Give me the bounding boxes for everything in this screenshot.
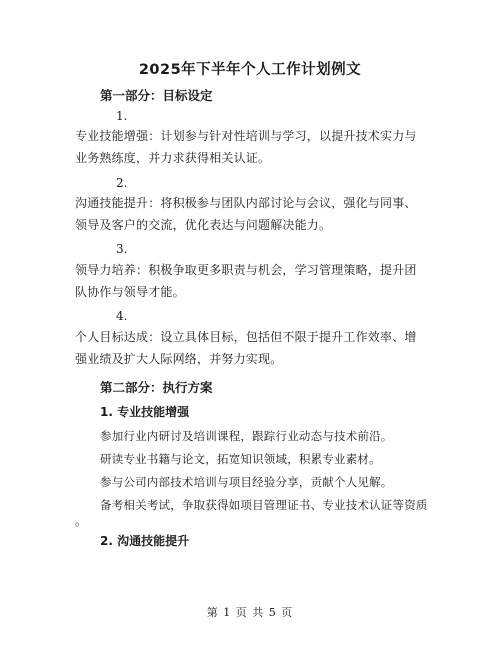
plan-line-2: 研读专业书籍与论文，拓宽知识领域，积累专业素材。 — [100, 452, 381, 466]
subsection-heading-1: 1. 专业技能增强 — [100, 405, 190, 419]
part1-heading: 第一部分：目标设定 — [100, 88, 213, 103]
document-title: 2025年下半年个人工作计划例文 — [138, 62, 362, 78]
goal-number-3: 3. — [116, 242, 128, 256]
goal-number-1: 1. — [116, 109, 128, 123]
subsection-heading-2: 2. 沟通技能提升 — [100, 534, 190, 548]
goal-text-2: 沟通技能提升：将积极参与团队内部讨论与会议，强化与同事、领导及客户的交流，优化表达与问题解决能力。 — [75, 196, 417, 232]
goal-text-3: 领导力培养：积极争取更多职责与机会，学习管理策略，提升团队协作与领导才能。 — [75, 263, 417, 299]
goal-text-1: 专业技能增强：计划参与针对性培训与学习，以提升技术实力与业务熟练度，并力求获得相关认证。 — [75, 129, 417, 165]
plan-line-3: 参与公司内部技术培训与项目经验分享，贡献个人见解。 — [100, 475, 393, 489]
goal-number-2: 2. — [116, 176, 128, 190]
page-footer: 第 1 页 共 5 页 — [206, 606, 294, 619]
plan-line-1: 参加行业内研讨及培训课程，跟踪行业动态与技术前沿。 — [100, 429, 393, 443]
plan-line-4: 备考相关考试，争取获得如项目管理证书、专业技术认证等资质 — [100, 498, 428, 512]
part2-heading: 第二部分：执行方案 — [100, 380, 213, 395]
goal-text-4: 个人目标达成：设立具体目标，包括但不限于提升工作效率、增强业绩及扩大人际网络，并努力实现。 — [75, 330, 417, 366]
plan-line-4-tail: 。 — [75, 514, 88, 528]
goal-number-4: 4. — [116, 309, 128, 323]
